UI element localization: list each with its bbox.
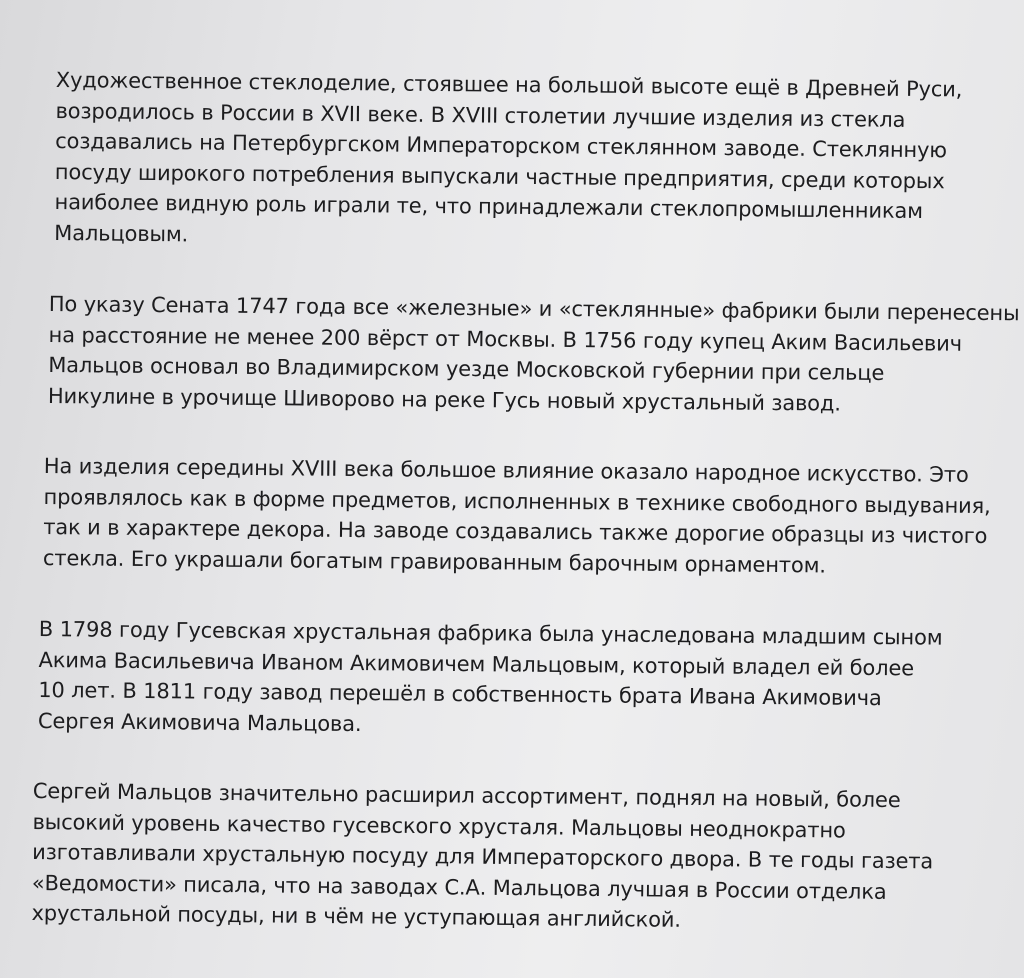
- text-line: возродилось в России в XVII веке. В XVIII столетии лучшие изделия из стекла: [55, 98, 906, 132]
- text-line: так и в характере декора. На заводе создавались также дорогие образцы из чистого: [43, 514, 988, 549]
- text-line: Сергея Акимовича Мальцова.: [37, 708, 362, 736]
- text-line: хрустальной посуды, ни в чём не уступающая английской.: [31, 900, 681, 932]
- text-line: наиболее видную роль играли те, что принадлежали стеклопромышленникам: [54, 189, 924, 224]
- text-line: Акима Васильевича Иваном Акимовичем Мальцовым, который владел ей более: [38, 647, 915, 680]
- text-line: Мальцовым.: [54, 220, 189, 246]
- text-line: 10 лет. В 1811 году завод перешёл в собственность брата Ивана Акимовича: [38, 677, 882, 711]
- text-line: В 1798 году Гусевская хрустальная фабрика была унаследована младшим сыном: [38, 616, 943, 650]
- text-line: «Ведомости» писала, что на заводах С.А. Мальцова лучшая в России отделка: [31, 870, 887, 904]
- text-line: изготавливали хрустальную посуду для Императорского двора. В те годы газета: [32, 839, 934, 874]
- text-line: На изделия середины XVIII века большое влияние оказало народное искусство. Это: [43, 453, 969, 487]
- paragraph-sergei-maltsov: [31, 776, 934, 938]
- text-line: Мальцов основал во Владимирском уезде Московской губернии при сельце: [48, 352, 885, 386]
- text-line: Сергей Мальцов значительно расширил ассортимент, поднял на новый, более: [32, 778, 901, 813]
- paragraph-inheritance: [38, 614, 943, 745]
- paragraph-folk-art-influence: [43, 451, 991, 582]
- text-line: проявлялось как в форме предметов, исполненных в технике свободного выдувания,: [43, 484, 991, 518]
- paragraph-glassmaking-history: [54, 65, 962, 257]
- text-line: Никулине в урочище Шиворово на реке Гусь новый хрустальный завод.: [47, 383, 841, 416]
- text-line: высокий уровень качество гусевского хрусталя. Мальцовы неоднократно: [32, 809, 846, 843]
- text-line: на расстояние не менее 200 вёрст от Москвы. В 1756 году купец Аким Васильевич: [48, 322, 963, 356]
- paragraph-senate-decree: [48, 289, 1020, 420]
- text-line: создавались на Петербургском Императорском стеклянном заводе. Стеклянную: [55, 128, 947, 163]
- text-line: По указу Сената 1747 года все «железные» и «стеклянные» фабрики были перенесены: [48, 291, 1020, 326]
- text-line: Художественное стеклоделие, стоявшее на большой высоте ещё в Древней Руси,: [55, 67, 963, 102]
- text-line: посуду широкого потребления выпускали частные предприятия, среди которых: [54, 159, 945, 193]
- text-line: стекла. Его украшали богатым гравированным барочным орнаментом.: [42, 545, 826, 578]
